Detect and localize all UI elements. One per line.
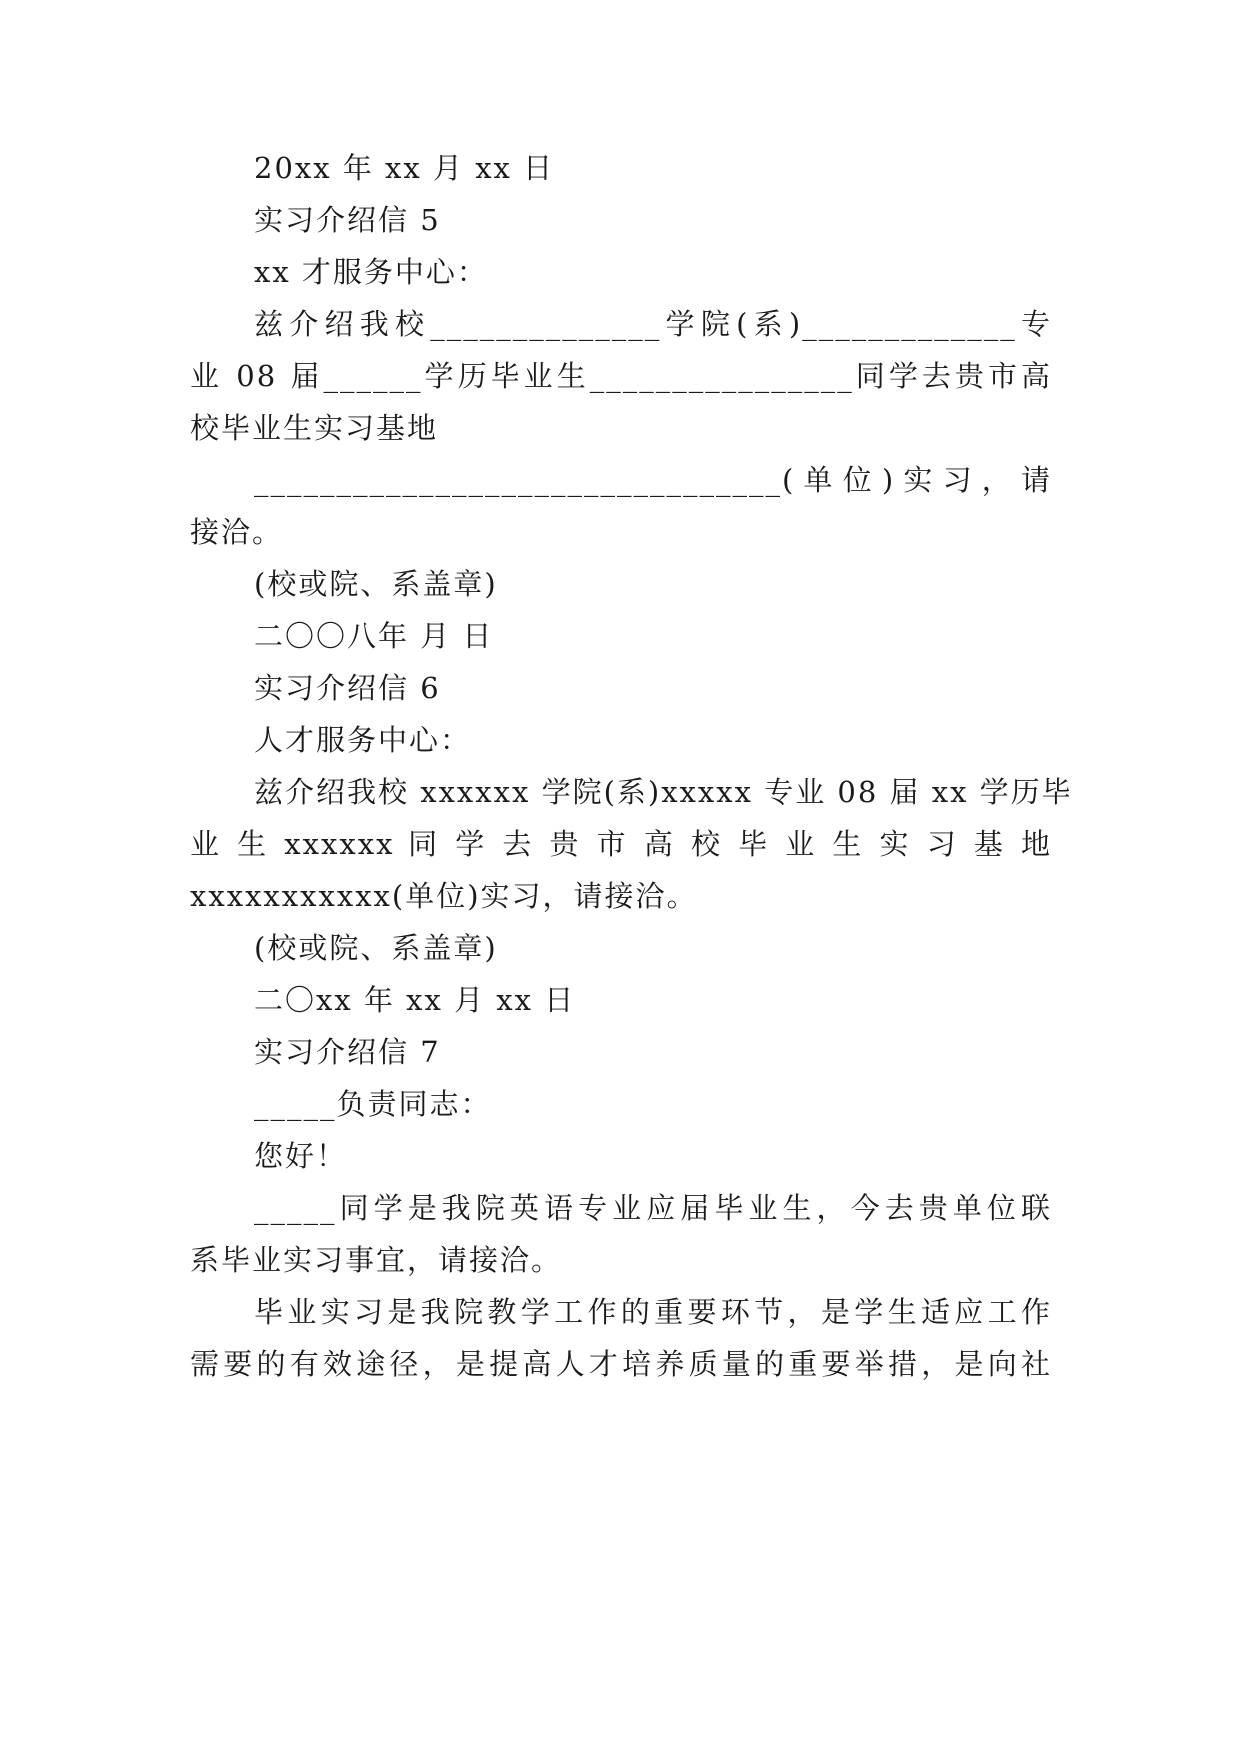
letter-6-body-line-3: xxxxxxxxxxx(单位)实习，请接洽。 xyxy=(190,879,698,913)
letter-5-body-line-1: 兹介绍我校______________学院(系)_____________专 xyxy=(254,307,1052,341)
letter-6-body-line-2: 业 生 xxxxxx 同 学 去 贵 市 高 校 毕 业 生 实 习 基 地 xyxy=(190,827,1052,861)
letter-5-body-line-2: 业 08 届______学历毕业生________________同学去贵市高 xyxy=(190,359,1052,393)
letter-6-date: 二〇xx 年 xx 月 xx 日 xyxy=(254,983,576,1017)
letter-5-body-line-4: ________________________________(单位)实习，请 xyxy=(254,463,1052,497)
date-line: 20xx 年 xx 月 xx 日 xyxy=(254,151,555,185)
letter-5-addressee: xx 才服务中心： xyxy=(254,255,488,289)
letter-6-seal: (校或院、系盖章) xyxy=(254,931,498,965)
letter-7-body-line-4: 需要的有效途径，是提高人才培养质量的重要举措，是向社 xyxy=(190,1347,1052,1381)
letter-7-greeting: 您好！ xyxy=(254,1139,348,1173)
letter-5-body-line-3: 校毕业生实习基地 xyxy=(190,411,439,445)
letter-5-body-line-5: 接洽。 xyxy=(190,515,284,549)
letter-7-title: 实习介绍信 7 xyxy=(254,1035,441,1069)
letter-5-seal: (校或院、系盖章) xyxy=(254,567,498,601)
letter-6-addressee: 人才服务中心： xyxy=(254,723,472,757)
letter-5-title: 实习介绍信 5 xyxy=(254,203,441,237)
letter-7-body-line-3: 毕业实习是我院教学工作的重要环节，是学生适应工作 xyxy=(254,1295,1052,1329)
letter-6-body-line-1: 兹介绍我校 xxxxxx 学院(系)xxxxx 专业 08 届 xx 学历毕 xyxy=(254,775,1073,809)
letter-7-body-line-2: 系毕业实习事宜，请接洽。 xyxy=(190,1243,563,1277)
letter-5-date: 二〇〇八年 月 日 xyxy=(254,619,494,653)
letter-7-body-line-1: _____同学是我院英语专业应届毕业生，今去贵单位联 xyxy=(254,1191,1052,1225)
letter-7-addressee: _____负责同志： xyxy=(254,1087,492,1121)
letter-6-title: 实习介绍信 6 xyxy=(254,671,441,705)
